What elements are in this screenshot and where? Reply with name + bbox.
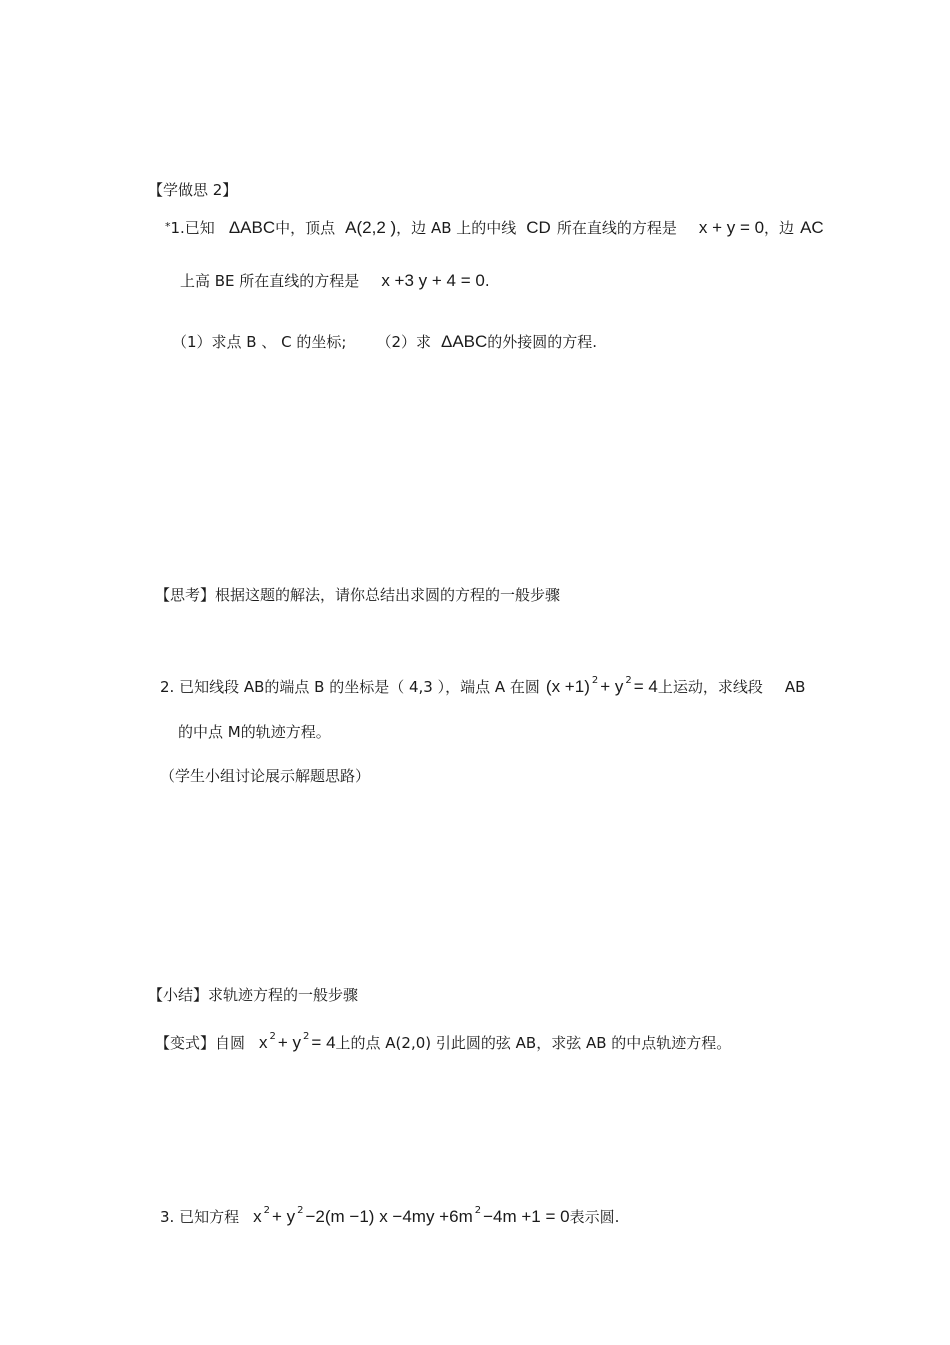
summary-text: 【小结】求轨迹方程的一般步骤 <box>148 986 359 1004</box>
group-discussion-text: （学生小组讨论展示解题思路） <box>160 767 371 785</box>
problem-2-intro: 2. 已知线段 AB的端点 B 的坐标是（ 4,3 ），端点 A 在圆 <box>160 678 540 696</box>
triangle-abc-q2: ΔABC <box>440 332 488 351</box>
question-1: （1）求点 B 、 C 的坐标; <box>172 333 347 351</box>
problem-1-text-side: ，边 <box>764 219 795 237</box>
equation-cd: x + y = 0 <box>698 218 765 237</box>
problem-2-motion: 上运动，求线段 <box>657 678 763 696</box>
circle-eq-part-a: (x +1) <box>545 677 590 696</box>
equation-be: x +3 y + 4 = 0 <box>381 271 485 290</box>
side-ac: AC <box>800 218 824 237</box>
problem-1-altitude-text: 上高 BE 所在直线的方程是 <box>180 272 360 290</box>
problem-1-questions <box>172 332 597 352</box>
variant-intro: 【变式】自圆 <box>155 1034 246 1052</box>
circle-eq-part-c: = 4 <box>633 677 658 696</box>
variant-eq-part-b: + y <box>277 1033 302 1052</box>
group-discussion-note <box>160 766 370 786</box>
problem-1-text-line: 所在直线的方程是 <box>556 219 677 237</box>
triangle-abc: ΔABC <box>228 218 276 237</box>
p3-eq-exp-1: 2 <box>263 1205 270 1216</box>
problem-1-intro: 1.已知 <box>170 219 215 237</box>
problem-2-midpoint: 的中点 M的轨迹方程。 <box>178 723 331 741</box>
variant-eq-exp-2: 2 <box>303 1031 310 1042</box>
problem-1-text-median: ，边 AB 上的中线 <box>396 219 517 237</box>
p3-eq-part-d: −4m +1 = 0 <box>483 1207 570 1226</box>
point-a-coord: A(2,2 ) <box>345 218 397 237</box>
question-2-suffix: 的外接圆的方程. <box>487 333 598 351</box>
p3-eq-part-c: −2(m −1) x −4my +6m <box>305 1207 473 1226</box>
variant-text: 上的点 A(2,0) 引此圆的弦 AB，求弦 AB 的中点轨迹方程。 <box>335 1034 732 1052</box>
p3-eq-exp-3: 2 <box>474 1205 482 1216</box>
circle-eq-exp-2: 2 <box>625 675 632 686</box>
summary-note <box>148 985 358 1005</box>
problem-1-period: . <box>484 272 490 290</box>
problem-1-text-vertex: 中，顶点 <box>275 219 336 237</box>
question-2-prefix: （2）求 <box>376 333 431 351</box>
problem-3-intro: 3. 已知方程 <box>160 1208 240 1226</box>
p3-eq-exp-2: 2 <box>297 1205 304 1216</box>
problem-3-statement <box>160 1207 619 1230</box>
variant-eq-part-a: x <box>259 1033 268 1052</box>
variant-eq-exp-1: 2 <box>269 1031 276 1042</box>
star-mark: * <box>165 220 171 233</box>
variant-eq-part-c: = 4 <box>311 1033 336 1052</box>
variant-problem <box>155 1033 731 1056</box>
circle-eq-exp-1: 2 <box>591 675 599 686</box>
problem-3-suffix: 表示圆. <box>569 1208 620 1226</box>
circle-eq-part-b: + y <box>600 677 624 696</box>
problem-1-statement-cont <box>180 271 490 291</box>
think-text: 【思考】根据这题的解法，请你总结出求圆的方程的一般步骤 <box>155 586 561 604</box>
section-header <box>148 180 237 200</box>
p3-eq-part-a: x <box>253 1207 262 1226</box>
p3-eq-part-b: + y <box>271 1207 296 1226</box>
problem-1-statement <box>165 218 824 240</box>
problem-2-statement-cont <box>178 722 331 742</box>
segment-cd: CD <box>526 218 551 237</box>
problem-2-statement <box>160 677 805 700</box>
problem-2-segment: AB <box>784 678 806 696</box>
section-header-text: 【学做思 2】 <box>148 181 238 199</box>
think-note <box>155 585 560 605</box>
